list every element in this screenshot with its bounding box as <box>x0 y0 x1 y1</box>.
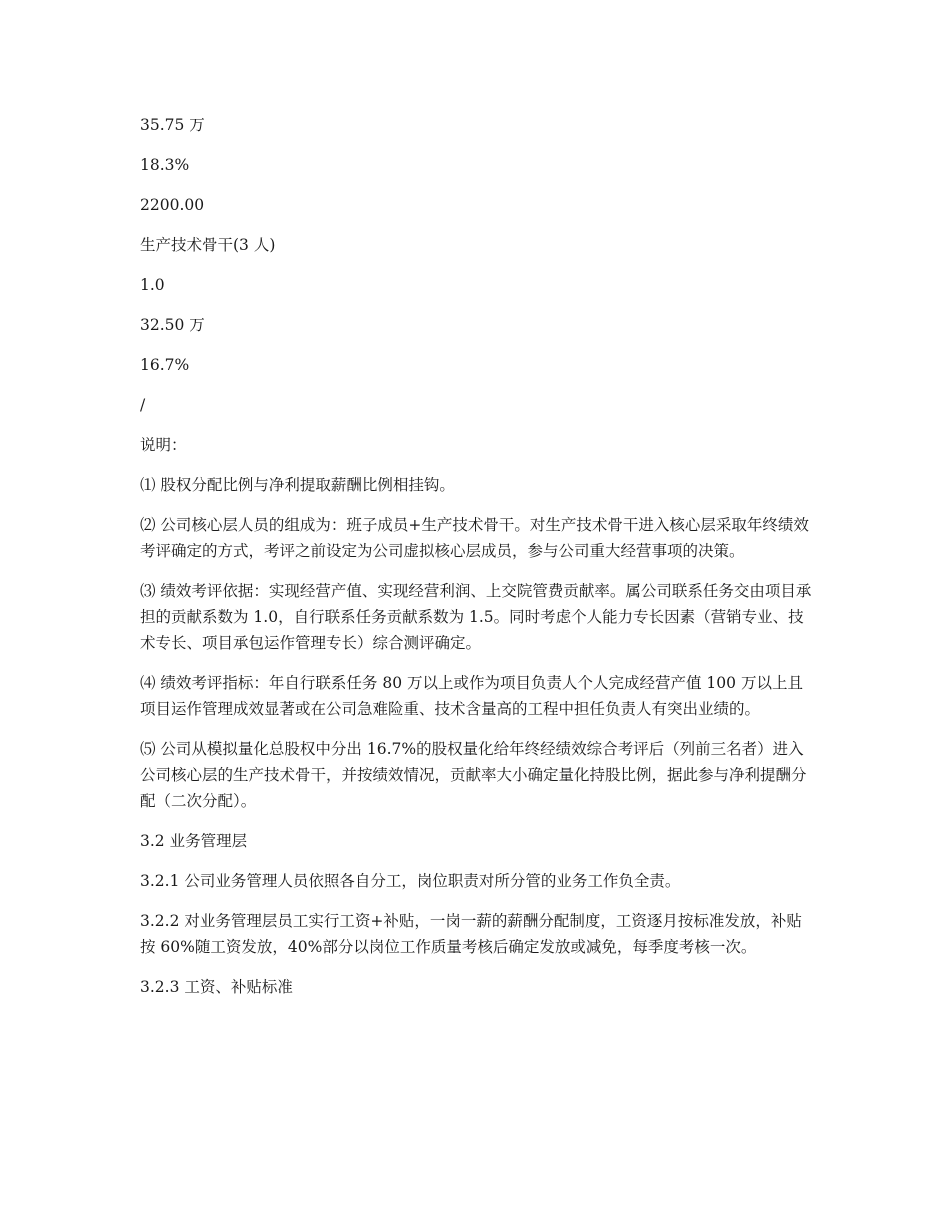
notes-heading: 说明： <box>140 436 187 454</box>
table-value-2: 18.3% <box>140 156 190 174</box>
note-2: ⑵ 公司核心层人员的组成为：班子成员+生产技术骨干。对生产技术骨干进入核心层采取年终绩效考评确定的方式，考评之前设定为公司虚拟核心层成员，参与公司重大经营事项的决策。 <box>140 516 809 560</box>
paragraph-3-2-3: 3.2.3 工资、补贴标准 <box>140 978 293 996</box>
paragraph-3-2-1: 3.2.1 公司业务管理人员依照各自分工，岗位职责对所分管的业务工作负全责。 <box>140 872 681 890</box>
note-3: ⑶ 绩效考评依据：实现经营产值、实现经营利润、上交院管费贡献率。属公司联系任务交由项目承担的贡献系数为 1.0，自行联系任务贡献系数为 1.5。同时考虑个人能力专长因素（营销专业、技术专长、项目承包运作管理专长）综合测评确定。 <box>140 582 812 652</box>
table-value-8: / <box>140 396 146 414</box>
note-4: ⑷ 绩效考评指标：年自行联系任务 80 万以上或作为项目负责人个人完成经营产值 100 万以上且项目运作管理成效显著或在公司急难险重、技术含量高的工程中担任负责人有突出业绩的。 <box>140 674 803 718</box>
paragraph-3-2-2: 3.2.2 对业务管理层员工实行工资+补贴，一岗一薪的薪酬分配制度，工资逐月按标准发放，补贴按 60%随工资发放，40%部分以岗位工作质量考核后确定发放或减免，每季度考核一次。 <box>140 912 802 956</box>
table-value-6: 32.50 万 <box>140 316 205 334</box>
table-value-7: 16.7% <box>140 356 190 374</box>
note-1: ⑴ 股权分配比例与净利提取薪酬比例相挂钩。 <box>140 476 455 494</box>
table-value-4: 生产技术骨干(3 人) <box>140 236 276 254</box>
table-value-1: 35.75 万 <box>140 116 205 134</box>
document-page <box>140 112 812 1014</box>
note-5: ⑸ 公司从模拟量化总股权中分出 16.7%的股权量化给年终经绩效综合考评后（列前三名者）进入公司核心层的生产技术骨干，并按绩效情况，贡献率大小确定量化持股比例，据此参与净利提酬分配（二次分配）。 <box>140 740 807 810</box>
section-heading: 3.2 业务管理层 <box>140 832 248 850</box>
table-value-5: 1.0 <box>140 276 165 294</box>
table-value-3: 2200.00 <box>140 196 205 214</box>
